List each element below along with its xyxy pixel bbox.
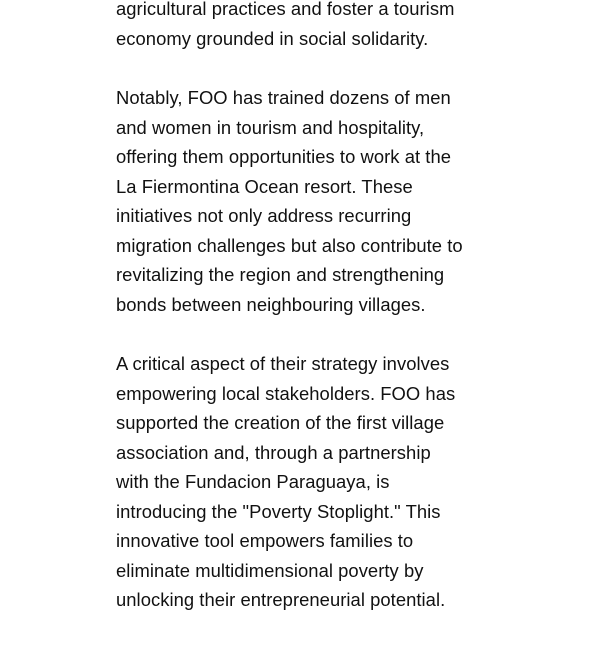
paragraph-local-stakeholders <box>116 349 506 615</box>
text-line: bonds between neighbouring villages. <box>116 293 426 315</box>
text-line: empowering local stakeholders. FOO has <box>116 382 456 404</box>
article-body <box>116 0 506 645</box>
text-line: Notably, FOO has trained dozens of men <box>116 87 451 108</box>
text-line: economy grounded in social solidarity. <box>116 27 429 49</box>
text-line: initiatives not only address recurring <box>116 205 412 226</box>
text-line: offering them opportunities to work at the <box>116 146 452 167</box>
text-line: revitalizing the region and strengthening <box>116 264 445 285</box>
text-line: unlocking their entrepreneurial potential. <box>116 589 446 610</box>
paragraph-training-hospitality <box>116 83 506 319</box>
text-line: agricultural practices and foster a tourism <box>116 0 455 19</box>
text-line: A critical aspect of their strategy involves <box>116 353 450 374</box>
text-line: migration challenges but also contribute to <box>116 234 463 256</box>
text-line: with the Fundacion Paraguaya, is <box>116 471 390 492</box>
paragraph-agriculture-tourism <box>116 0 506 53</box>
text-line: La Fiermontina Ocean resort. These <box>116 175 413 197</box>
text-line: and women in tourism and hospitality, <box>116 116 425 138</box>
text-line: introducing the "Poverty Stoplight." This <box>116 500 441 522</box>
text-line: association and, through a partnership <box>116 441 431 463</box>
text-line: supported the creation of the first village <box>116 412 445 433</box>
text-line: innovative tool empowers families to <box>116 530 414 551</box>
text-line: eliminate multidimensional poverty by <box>116 559 424 581</box>
